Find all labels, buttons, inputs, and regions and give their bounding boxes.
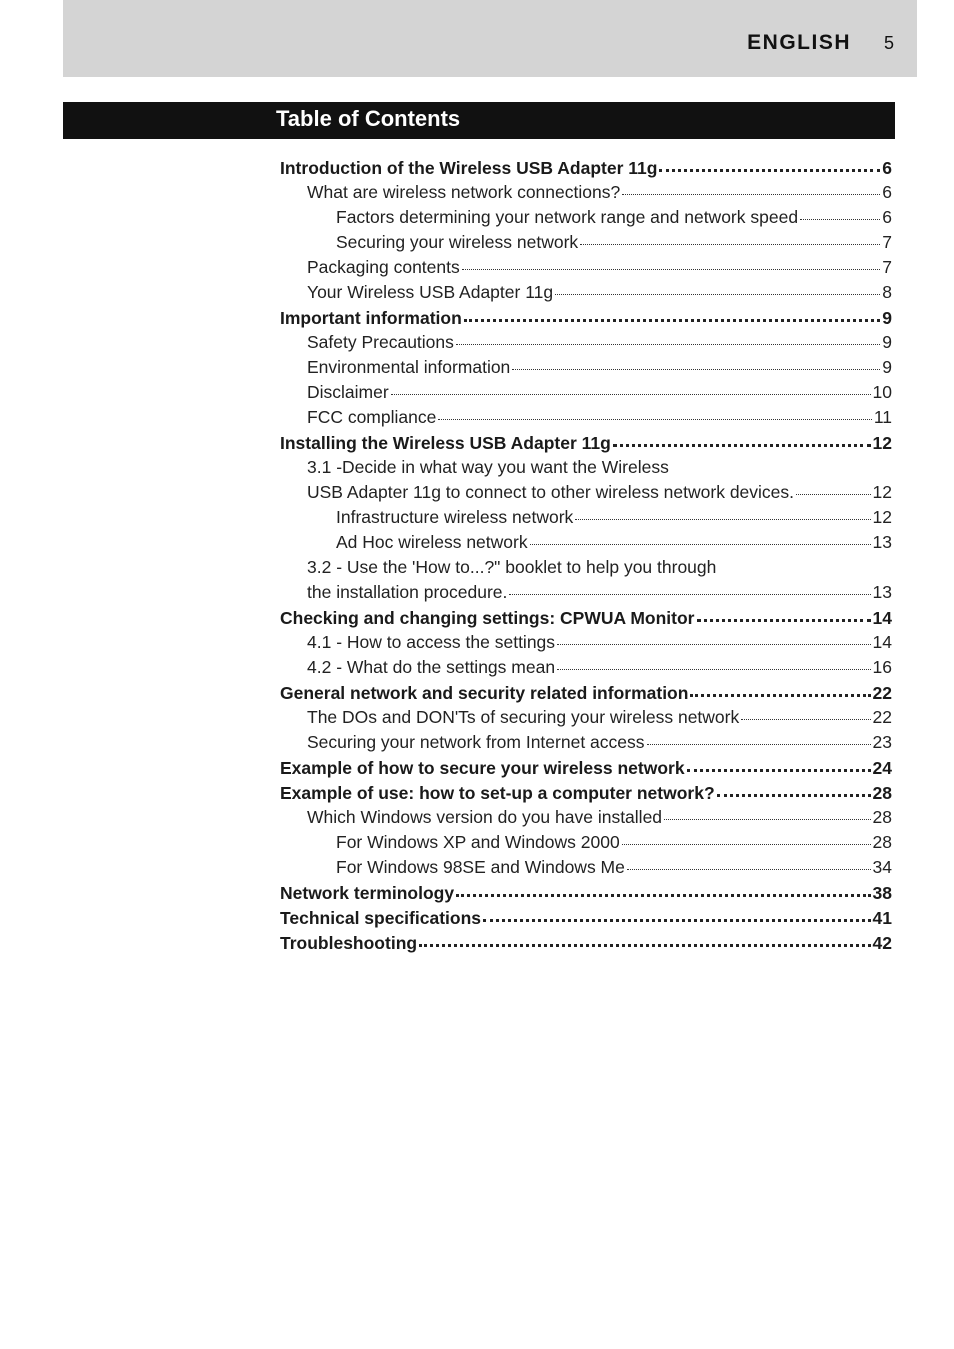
- toc-chapter-entry[interactable]: [280, 907, 892, 932]
- header-band: [63, 0, 917, 77]
- dot-leader: [483, 905, 871, 922]
- toc-entry-label: Checking and changing settings: CPWUA Monitor: [280, 608, 695, 628]
- toc-entry-label: Securing your wireless network: [336, 232, 579, 252]
- toc-section-entry[interactable]: [280, 857, 892, 882]
- toc-entry-page: 7: [882, 232, 892, 252]
- toc-entry-page: 12: [872, 507, 892, 527]
- toc-chapter-entry[interactable]: [280, 682, 892, 707]
- toc-entry-label: Disclaimer: [307, 382, 389, 402]
- toc-entry-label: Introduction of the Wireless USB Adapter 11g: [280, 158, 658, 178]
- toc-entry-page: 8: [882, 282, 892, 302]
- dot-leader: [717, 780, 871, 797]
- toc-entry-page: 6: [882, 182, 892, 202]
- toc-entry-label: For Windows XP and Windows 2000: [336, 832, 620, 852]
- toc-entry-label: Your Wireless USB Adapter 11g: [307, 282, 554, 302]
- dot-leader: [741, 707, 870, 720]
- dot-leader: [697, 605, 871, 622]
- toc-section-entry[interactable]: [280, 357, 892, 382]
- toc-section-entry[interactable]: [280, 532, 892, 557]
- dot-leader: [622, 182, 880, 195]
- toc-section-entry[interactable]: [280, 482, 892, 507]
- toc-entry-label: Technical specifications: [280, 908, 481, 928]
- dot-leader: [575, 507, 870, 520]
- dot-leader: [438, 407, 871, 420]
- dot-leader: [664, 807, 870, 820]
- dot-leader: [627, 857, 871, 870]
- toc-entry-label: What are wireless network connections?: [307, 182, 621, 202]
- toc-chapter-entry[interactable]: [280, 782, 892, 807]
- toc-entry-page: 9: [882, 357, 892, 377]
- toc-entry-page: 38: [872, 883, 892, 903]
- toc-entry-label: Network terminology: [280, 883, 455, 903]
- toc-chapter-entry[interactable]: [280, 157, 892, 182]
- toc-chapter-entry[interactable]: [280, 757, 892, 782]
- toc-section-entry[interactable]: [280, 407, 892, 432]
- toc-entry-page: 14: [872, 632, 892, 652]
- page-number: 5: [883, 33, 894, 53]
- toc-entry-page: 42: [872, 933, 892, 953]
- toc-section-entry[interactable]: [280, 282, 892, 307]
- toc-entry-page: 22: [872, 707, 892, 727]
- dot-leader: [796, 482, 871, 495]
- dot-leader: [690, 680, 870, 697]
- toc-section-entry[interactable]: [280, 582, 892, 607]
- toc-chapter-entry[interactable]: [280, 607, 892, 632]
- toc-entry-label: Factors determining your network range and network speed: [336, 207, 799, 227]
- toc-entry-page: 9: [882, 332, 892, 352]
- toc-section-entry[interactable]: [280, 332, 892, 357]
- toc-entry-label: Troubleshooting: [280, 933, 418, 953]
- toc-chapter-entry[interactable]: [280, 882, 892, 907]
- toc-entry-page: 28: [872, 832, 892, 852]
- toc-title-bar: [63, 102, 895, 139]
- toc-entry-page: 14: [872, 608, 892, 628]
- toc-entry-label: Infrastructure wireless network: [336, 507, 574, 527]
- toc-entry-label: General network and security related information: [280, 683, 689, 703]
- dot-leader: [580, 232, 880, 245]
- toc-section-entry[interactable]: [280, 382, 892, 407]
- dot-leader: [512, 357, 880, 370]
- toc-entry-page: 12: [872, 433, 892, 453]
- toc-entry-label: FCC compliance: [307, 407, 437, 427]
- toc-entry-page: 34: [872, 857, 892, 877]
- toc-entry-page: 23: [872, 732, 892, 752]
- toc-section-entry[interactable]: [280, 507, 892, 532]
- toc-entry-page: 6: [882, 158, 892, 178]
- toc-entry-lead-line: 3.2 - Use the 'How to...?" booklet to help you through: [307, 557, 717, 577]
- toc-entry-page: 7: [882, 257, 892, 277]
- toc-section-entry[interactable]: [280, 232, 892, 257]
- toc-entry-lead-line: 3.1 -Decide in what way you want the Wireless: [307, 457, 669, 477]
- dot-leader: [462, 257, 881, 270]
- toc-entry-page: 9: [882, 308, 892, 328]
- toc-entry-page: 6: [882, 207, 892, 227]
- dot-leader: [391, 382, 871, 395]
- toc-entry-label: For Windows 98SE and Windows Me: [336, 857, 625, 877]
- toc-entry-label: 4.1 - How to access the settings: [307, 632, 556, 652]
- dot-leader: [456, 332, 880, 345]
- dot-leader: [647, 732, 871, 745]
- dot-leader: [622, 832, 871, 845]
- toc-entry-page: 28: [872, 807, 892, 827]
- toc-section-entry[interactable]: [280, 182, 892, 207]
- toc-section-entry[interactable]: [280, 707, 892, 732]
- toc-entry-label: Installing the Wireless USB Adapter 11g: [280, 433, 611, 453]
- dot-leader: [464, 305, 880, 322]
- toc-entry-label: Important information: [280, 308, 462, 328]
- toc-entry-label: 4.2 - What do the settings mean: [307, 657, 556, 677]
- toc-entry-page: 10: [872, 382, 892, 402]
- toc-entry-page: 24: [872, 758, 892, 778]
- toc-entry-label: Which Windows version do you have installed: [307, 807, 663, 827]
- toc-entry-label: Example of use: how to set-up a computer network?: [280, 783, 715, 803]
- dot-leader: [687, 755, 871, 772]
- toc-entry-page: 16: [872, 657, 892, 677]
- toc-section-entry[interactable]: [280, 807, 892, 832]
- dot-leader: [557, 657, 870, 670]
- toc-entry-label: Environmental information: [307, 357, 511, 377]
- toc-entry-page: 28: [872, 783, 892, 803]
- toc-entry-page: 12: [872, 482, 892, 502]
- table-of-contents: [280, 157, 892, 957]
- toc-section-entry[interactable]: [280, 832, 892, 857]
- toc-entry-label: Packaging contents: [307, 257, 460, 277]
- dot-leader: [419, 930, 870, 947]
- dot-leader: [555, 282, 880, 295]
- toc-entry-label: Securing your network from Internet access: [307, 732, 645, 752]
- dot-leader: [613, 430, 871, 447]
- toc-entry-page: 13: [872, 532, 892, 552]
- toc-section-entry[interactable]: [280, 657, 892, 682]
- dot-leader: [456, 880, 870, 897]
- toc-entry-label: Ad Hoc wireless network: [336, 532, 528, 552]
- toc-entry-label: the installation procedure.: [307, 582, 508, 602]
- toc-entry-label: Example of how to secure your wireless network: [280, 758, 685, 778]
- toc-section-entry[interactable]: [280, 207, 892, 232]
- dot-leader: [557, 632, 870, 645]
- toc-chapter-entry[interactable]: [280, 432, 892, 457]
- toc-entry-label: The DOs and DON'Ts of securing your wireless network: [307, 707, 740, 727]
- toc-section-entry[interactable]: [280, 632, 892, 657]
- toc-entry-label: USB Adapter 11g to connect to other wireless network devices.: [307, 482, 795, 502]
- toc-chapter-entry[interactable]: [280, 307, 892, 332]
- dot-leader: [509, 582, 870, 595]
- dot-leader: [530, 532, 871, 545]
- toc-entry-page: 41: [872, 908, 892, 928]
- page-title: Table of Contents: [276, 106, 461, 131]
- toc-section-entry[interactable]: [280, 257, 892, 282]
- toc-entry-page: 22: [872, 683, 892, 703]
- toc-entry-label: Safety Precautions: [307, 332, 454, 352]
- toc-entry-page: 13: [872, 582, 892, 602]
- toc-section-entry[interactable]: [280, 732, 892, 757]
- dot-leader: [659, 155, 880, 172]
- toc-chapter-entry[interactable]: [280, 932, 892, 957]
- toc-entry-page: 11: [873, 407, 892, 427]
- dot-leader: [800, 207, 880, 220]
- language-label: ENGLISH: [747, 31, 851, 54]
